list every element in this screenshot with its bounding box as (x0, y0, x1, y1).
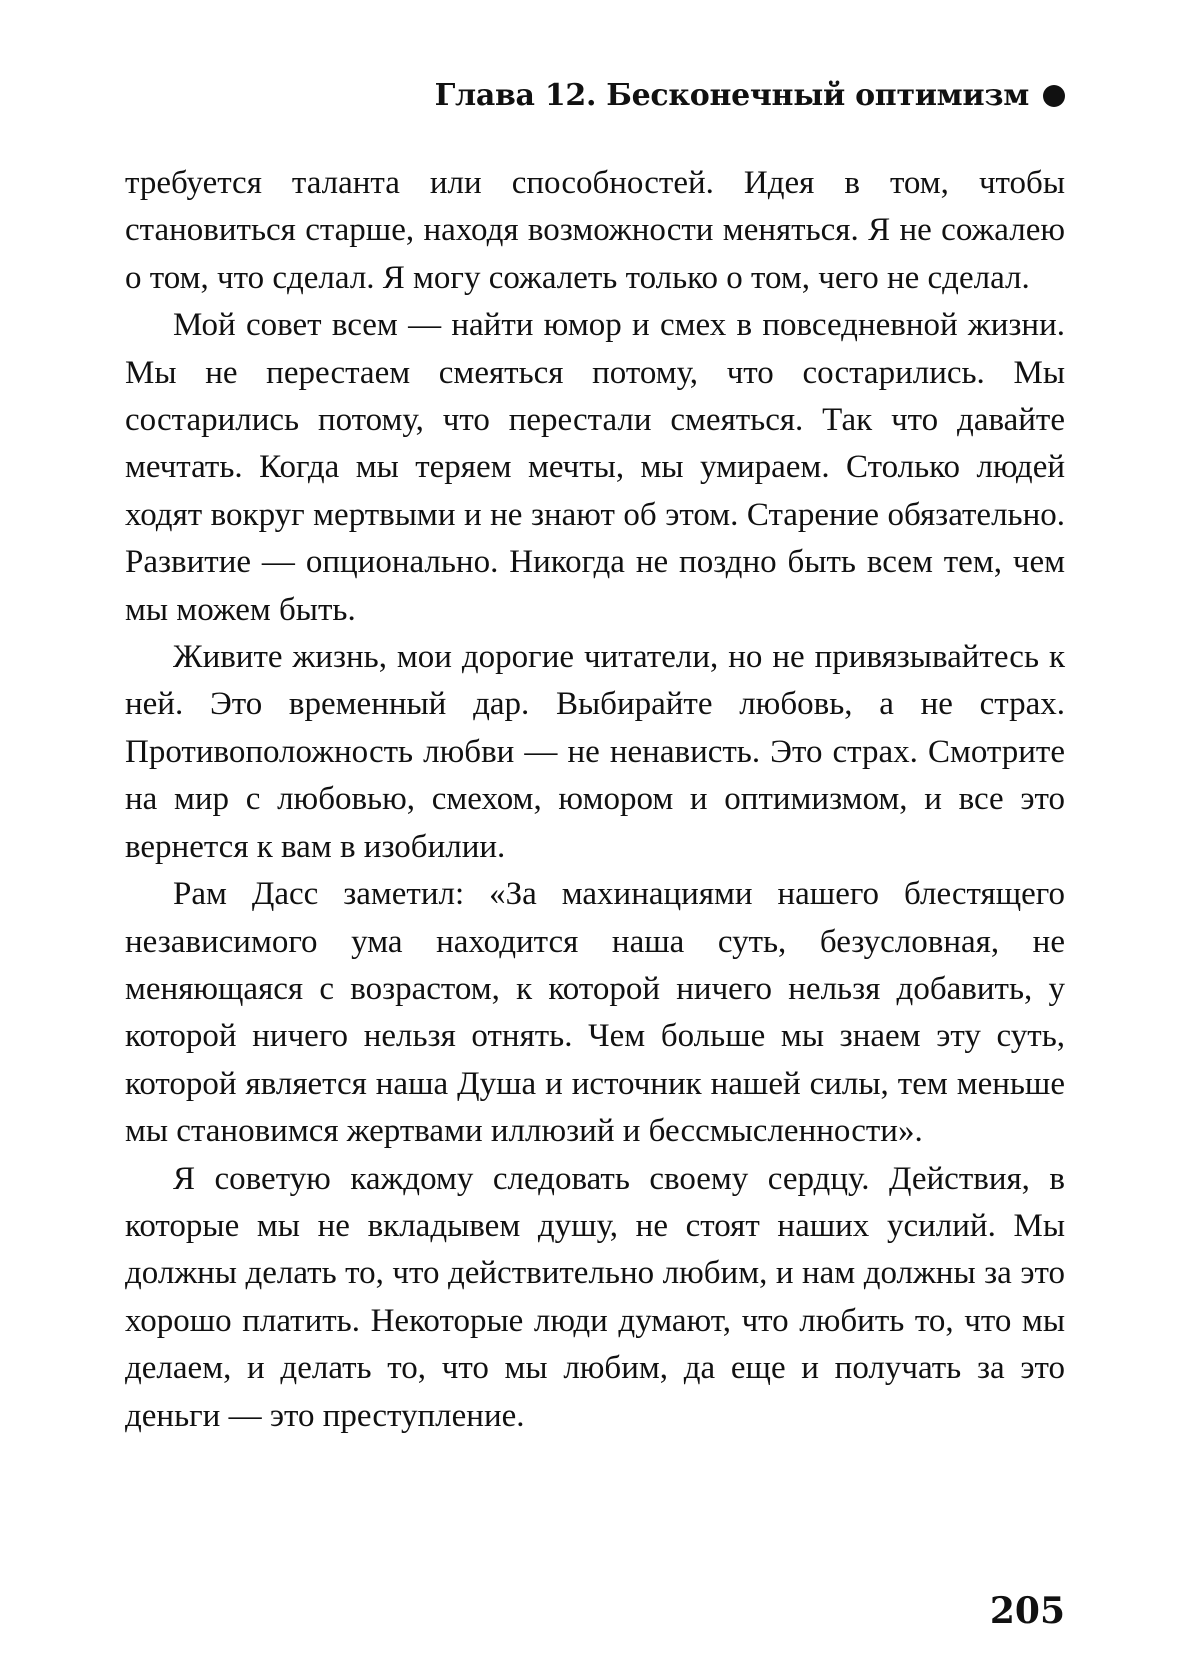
page-number: 205 (989, 1590, 1065, 1632)
bullet-icon (1043, 85, 1065, 107)
running-head (435, 78, 1065, 113)
paragraph: требуется таланта или способностей. Идея в том, чтобы становиться старше, находя возможности меняться. Я не сожалею о том, что сделал. Я могу сожалеть только о том, чего не сделал. (125, 165, 1065, 296)
paragraph: Рам Дасс заметил: «За махинациями нашего блестящего независимого ума находится наша суть, безусловная, не меняющаяся с возрастом, к которой ничего нельзя добавить, у которой ничего нельзя отнять. Чем больше мы знаем эту суть, которой является наша Душа и источник нашей силы, тем меньше мы становимся жертвами иллюзий и бессмысленности». (125, 876, 1065, 1150)
paragraph: Я советую каждому следовать своему сердцу. Действия, в которые мы не вкладывем душу, не стоят наших усилий. Мы должны делать то, что действительно любим, и нам должны за это хорошо платить. Некоторые люди думают, что любить то, что мы делаем, и делать то, что мы любим, да еще и получать за это деньги — это преступление. (125, 1160, 1065, 1434)
paragraph: Живите жизнь, мои дорогие читатели, но не привязывайтесь к ней. Это временный дар. Выбирайте любовь, а не страх. Противоположность любви — не ненависть. Это страх. Смотрите на мир с любовью, смехом, юмором и оптимизмом, и все это вернется к вам в изобилии. (125, 639, 1065, 865)
running-head-title: Глава 12. Бесконечный оптимизм (434, 78, 1029, 113)
paragraph: Мой совет всем — найти юмор и смех в повседневной жизни. Мы не перестаем смеяться потому, что состарились. Мы состарились потому, что перестали смеяться. Так что давайте мечтать. Когда мы теряем мечты, мы умираем. Столько людей ходят вокруг мертвыми и не знают об этом. Старение обязательно. Развитие — опционально. Никогда не поздно быть всем тем, чем мы можем быть. (125, 307, 1065, 628)
page-body (125, 160, 1065, 1440)
